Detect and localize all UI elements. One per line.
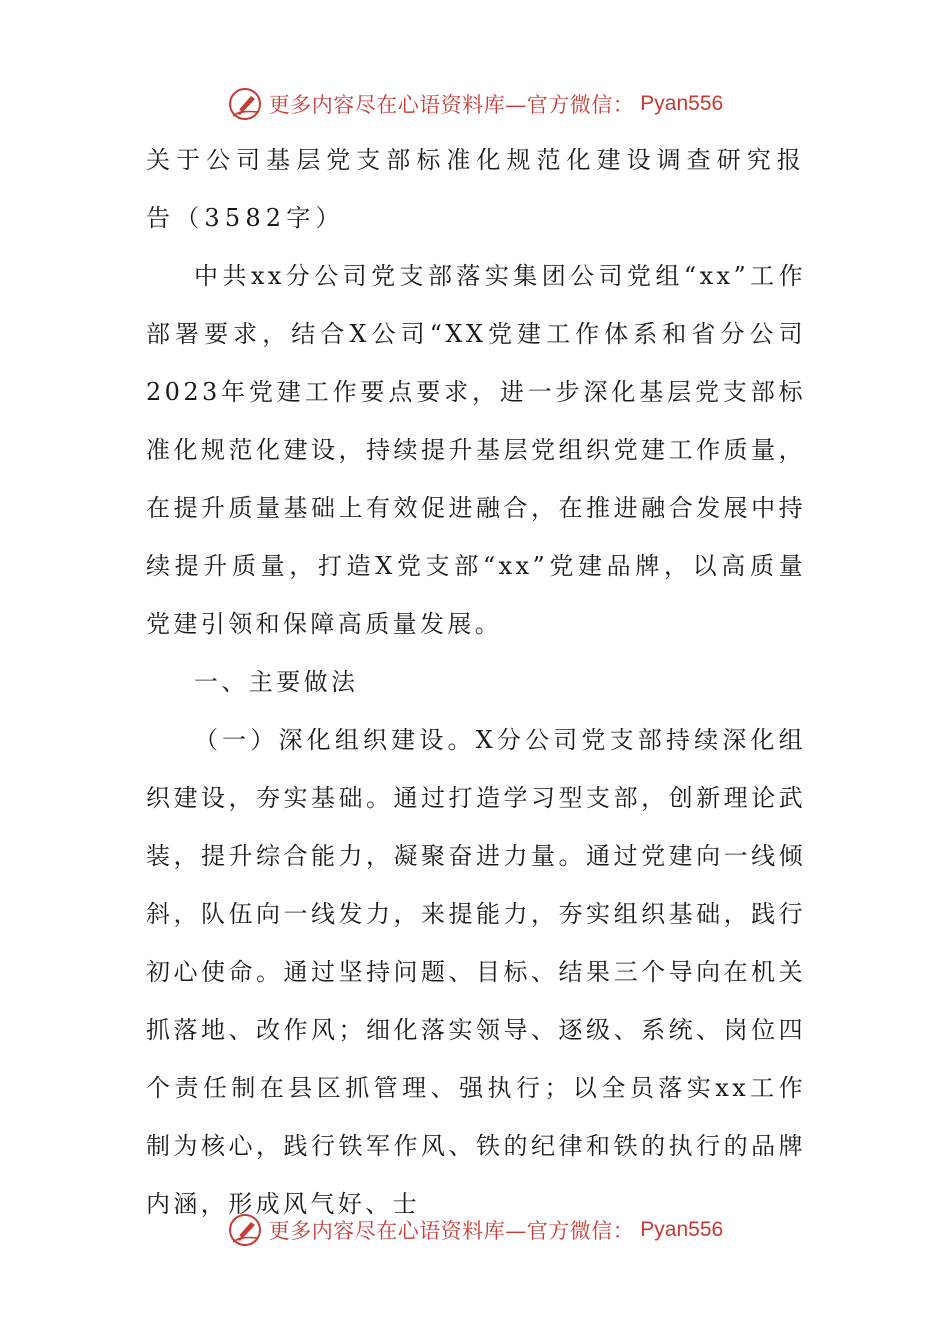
document-title: 关于公司基层党支部标准化规范化建设调查研究报告（3582字） (146, 146, 806, 232)
watermark-text: 更多内容尽在心语资料库—官方微信： (268, 93, 635, 117)
watermark-wechat-id: Pyan556 (640, 1218, 724, 1241)
watermark-text: 更多内容尽在心语资料库—官方微信： (268, 1219, 635, 1243)
pen-logo-icon (227, 1212, 263, 1248)
subsection-paragraph: （一）深化组织建设。X分公司党支部持续深化组织建设，夯实基础。通过打造学习型支部，创新理论武装，提升综合能力，凝聚奋进力量。通过党建向一线倾斜，队伍向一线发力，来提能力，夯实组织基础，践行初心使命。通过坚持问题、目标、结果三个导向在机关抓落地、改作风；细化落实领导、逐级、系统、岗位四个责任制在县区抓管理、强执行；以全员落实xx工作制为核心，践行铁军作风、铁的纪律和铁的执行的品牌内涵，形成风气好、士 (146, 726, 806, 1218)
header-watermark (0, 84, 950, 124)
footer-watermark (0, 1210, 950, 1250)
watermark-wechat-id: Pyan556 (640, 92, 724, 115)
intro-paragraph: 中共xx分公司党支部落实集团公司党组“xx”工作部署要求，结合X公司“XX党建工作体系和省分公司2023年党建工作要点要求，进一步深化基层党支部标准化规范化建设，持续提升基层党组织党建工作质量，在提升质量基础上有效促进融合，在推进融合发展中持续提升质量，打造X党支部“xx”党建品牌，以高质量党建引领和保障高质量发展。 (146, 262, 806, 638)
document-body (146, 131, 806, 1233)
pen-logo-icon (227, 86, 263, 122)
section-heading: 一、主要做法 (194, 668, 359, 696)
